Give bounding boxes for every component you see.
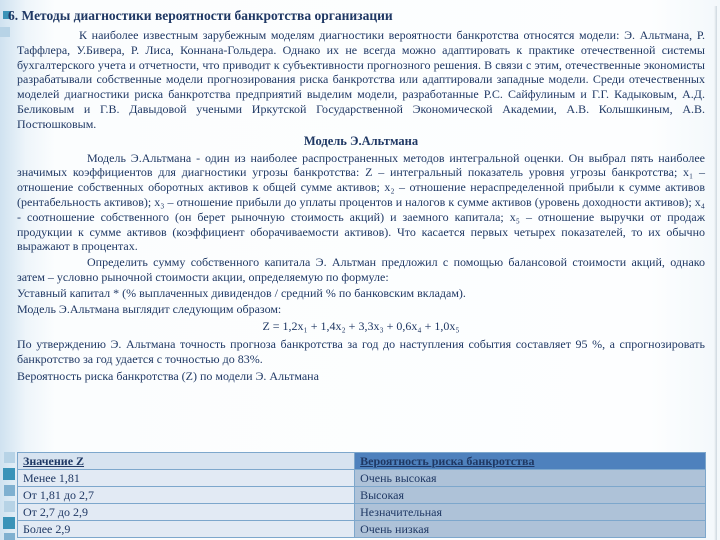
table-cell-z-value: Более 2,9 [18,521,355,538]
table-row [18,521,706,538]
table-row [18,470,706,487]
table-header-probability: Вероятность риска банкротства [355,453,706,470]
table-cell-z-value: От 1,81 до 2,7 [18,487,355,504]
accuracy-statement: По утверждению Э. Альтмана точность прогноза банкротства за год до наступления события составляет 95 %, а спрогнозировать банкротство за год удается с точностью до 83%. [17,337,705,367]
paragraph-foreign-models: К наиболее известным зарубежным моделям диагностики вероятности банкротства относятся модели: Э. Альтмана, Р. Таффлера, У.Бивера, Р. Лиса, Коннана-Гольдера. Однако их не всегда можно адаптировать к практике отечественной системы бухгалтерского учета и отчетности, что приводит к субъективности прогнозного решения. В связи с этим, отечественные экономисты разрабатывали собственные модели прогнозирования риска банкротства или адаптировали западные модели. Среди отечественных моделей диагностики риска банкротства предприятий выделим модели, разработанные Р.С. Сайфулиным и Г.Г. Кадыковым, А.Д. Беликовым и Г.В. Давыдовой учеными Иркутской Государственной Экономической Академии, А.В. Колышкиным, А.В. Постюшковым. [17,28,705,131]
table-row [18,487,706,504]
formula-note: Уставный капитал * (% выплаченных дивидендов / средний % по банковским вкладам). [17,285,466,300]
table-header-z-value: Значение Z [18,453,355,470]
altman-z-formula: Z = 1,2х₁ + 1,4х₂ + 3,3х₃ + 0,6х₄ + 1,0х₅ [262,319,460,334]
table-cell-probability: Незначительная [355,504,706,521]
paragraph-equity-valuation: Определить сумму собственного капитала Э. Альтман предложил с помощью балансовой стоимости акций, однако затем – условно рыночной стоимости акции, определяемую по формуле: [17,255,705,284]
decorative-square-icon [3,468,15,480]
table-cell-probability: Высокая [355,487,706,504]
table-row [18,504,706,521]
decorative-square-icon [4,485,15,496]
decorative-square-icon [4,501,15,512]
z-probability-table [17,452,706,538]
table-cell-z-value: От 2,7 до 2,9 [18,504,355,521]
decorative-square-icon [4,533,15,540]
slide-title: 6. Методы диагностики вероятности банкротства организации [8,8,393,23]
paragraph-altman-model: Модель Э.Альтмана - один из наиболее распространенных методов интегральной оценки. Он выбрал пять наиболее значимых коэффициентов для диагностики угрозы банкротства: Z – интегральный показатель уровня угрозы банкротства; х₁ – отношение собственных оборотных активов к общей сумме активов; х₂ – отношение нераспределенной прибыли к сумме активов (рентабельность активов); х₃ – отношение прибыли до уплаты процентов и налогов к сумме активов (уровень доходности активов); х₄ - соотношение собственного (он берет рыночную стоимость акций) и заемного капитала; х₅ – отношение выручки от продаж продукции к сумме активов (коэффициент оборачиваемости активов). Что касается первых четырех показателей, то их обычно выражают в процентах. [17,150,705,254]
table-cell-probability: Очень высокая [355,470,706,487]
decorative-square-icon [3,517,15,529]
section-subtitle-altman: Модель Э.Альтмана [303,133,419,148]
table-header-row [18,453,706,470]
table-caption: Вероятность риска банкротства (Z) по модели Э. Альтмана [17,368,319,383]
table-cell-probability: Очень низкая [355,521,706,538]
model-intro: Модель Э.Альтмана выглядит следующим образом: [17,301,282,316]
decorative-square-icon [4,452,15,463]
table-cell-z-value: Менее 1,81 [18,470,355,487]
